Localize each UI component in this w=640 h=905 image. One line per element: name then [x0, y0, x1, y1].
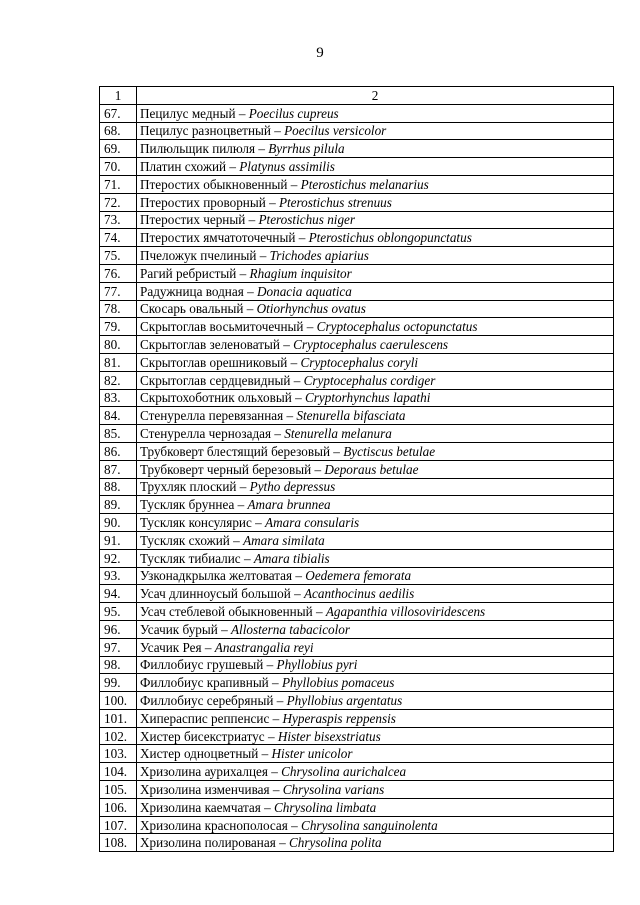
latin-name: Chrysolina sanguinolenta [301, 817, 438, 833]
latin-name: Platynus assimilis [239, 159, 335, 175]
latin-name: Allosterna tabacicolor [230, 621, 351, 637]
table-row [100, 442, 614, 460]
name-separator: – [243, 301, 257, 317]
latin-name: Anastrangalia reyi [214, 639, 314, 655]
name-separator: – [271, 426, 285, 442]
table-row [100, 140, 614, 158]
row-number: 102. [100, 727, 137, 745]
row-number: 87. [100, 460, 137, 478]
russian-name: Радужница водная [140, 283, 244, 299]
species-name-cell [137, 336, 614, 354]
row-number: 68. [100, 122, 137, 140]
row-number: 84. [100, 407, 137, 425]
name-separator: – [279, 337, 294, 353]
latin-name: Hyperaspis reppensis [282, 710, 396, 726]
latin-name: Amara consularis [265, 515, 360, 531]
row-number: 98. [100, 656, 137, 674]
species-name-cell [137, 656, 614, 674]
row-number: 71. [100, 175, 137, 193]
table-row [100, 122, 614, 140]
row-number: 89. [100, 496, 137, 514]
russian-name: Хистер бисекстриатус [140, 728, 265, 744]
row-number: 85. [100, 425, 137, 443]
russian-name: Тускляк бруннеа [140, 497, 235, 513]
table-row [100, 603, 614, 621]
russian-name: Хризолина краснополосая [140, 817, 288, 833]
russian-name: Хистер одноцветный [140, 746, 259, 762]
species-name-cell [137, 442, 614, 460]
name-separator: – [236, 265, 250, 281]
russian-name: Птеростих обыкновенный [140, 176, 288, 192]
species-name-cell [137, 300, 614, 318]
species-name-cell [137, 798, 614, 816]
table-row [100, 336, 614, 354]
russian-name: Трубковерт блестящий березовый [140, 443, 330, 459]
species-name-cell [137, 371, 614, 389]
row-number: 101. [100, 709, 137, 727]
row-number: 78. [100, 300, 137, 318]
latin-name: Stenurella bifasciata [296, 408, 406, 424]
table-body [100, 104, 614, 851]
latin-name: Oedemera femorata [305, 568, 412, 584]
table-row [100, 674, 614, 692]
species-name-cell [137, 620, 614, 638]
russian-name: Рагий ребристый [140, 265, 237, 281]
species-name-cell [137, 638, 614, 656]
table-row [100, 781, 614, 799]
row-number: 73. [100, 211, 137, 229]
name-separator: – [303, 319, 317, 335]
table-row [100, 549, 614, 567]
name-separator: – [260, 799, 275, 815]
name-separator: – [311, 461, 325, 477]
species-name-cell [137, 425, 614, 443]
species-name-cell [137, 585, 614, 603]
table-row [100, 816, 614, 834]
name-separator: – [330, 443, 344, 459]
row-number: 95. [100, 603, 137, 621]
latin-name: Poecilus cupreus [248, 105, 339, 121]
latin-name: Cryptocephalus cordiger [303, 372, 436, 388]
species-name-cell [137, 211, 614, 229]
latin-name: Pterostichus strenuus [278, 194, 392, 210]
table-row [100, 692, 614, 710]
name-separator: – [290, 372, 304, 388]
species-name-cell [137, 353, 614, 371]
latin-name: Donacia aquatica [256, 283, 352, 299]
latin-name: Trichodes apiarius [269, 248, 369, 264]
russian-name: Хризолина полированая [140, 835, 276, 851]
table-row [100, 798, 614, 816]
name-separator: – [256, 248, 270, 264]
latin-name: Hister bisexstriatus [277, 728, 381, 744]
russian-name: Трухляк плоский [140, 479, 237, 495]
name-separator: – [201, 639, 215, 655]
table-row [100, 104, 614, 122]
russian-name: Филлобиус крапивный [140, 675, 269, 691]
name-separator: – [251, 515, 266, 531]
species-name-cell [137, 709, 614, 727]
name-separator: – [263, 657, 277, 673]
russian-name: Пчеложук пчелиный [140, 248, 257, 264]
name-separator: – [236, 479, 250, 495]
row-number: 99. [100, 674, 137, 692]
name-separator: – [258, 746, 272, 762]
table-row [100, 834, 614, 852]
name-separator: – [312, 604, 326, 619]
species-name-cell [137, 496, 614, 514]
latin-name: Deporaus betulae [324, 461, 419, 477]
name-separator: – [273, 692, 287, 708]
name-separator: – [290, 586, 304, 602]
russian-name: Хризолина изменчивая [140, 781, 270, 797]
species-name-cell [137, 674, 614, 692]
row-number: 104. [100, 763, 137, 781]
name-separator: – [287, 354, 301, 370]
species-name-cell [137, 834, 614, 852]
row-number: 67. [100, 104, 137, 122]
species-name-cell [137, 389, 614, 407]
russian-name: Усачик Рея [140, 639, 202, 655]
species-name-cell [137, 175, 614, 193]
row-number: 107. [100, 816, 137, 834]
name-separator: – [269, 710, 283, 726]
latin-name: Agapanthia villosoviridescens [325, 604, 486, 619]
table-row [100, 709, 614, 727]
species-name-cell [137, 158, 614, 176]
name-separator: – [268, 675, 282, 691]
russian-name: Хризолина каемчатая [140, 799, 261, 815]
russian-name: Усач длинноусый большой [140, 586, 291, 602]
latin-name: Chrysolina varians [282, 781, 385, 797]
species-name-cell [137, 816, 614, 834]
latin-name: Hister unicolor [271, 746, 353, 762]
russian-name: Скрытоглав сердцевидный [140, 372, 291, 388]
name-separator: – [240, 550, 254, 566]
column-header-number: 1 [100, 87, 137, 105]
table-row [100, 407, 614, 425]
russian-name: Пецилус медный [140, 105, 236, 121]
table-row [100, 211, 614, 229]
latin-name: Otiorhynchus ovatus [256, 301, 366, 317]
row-number: 75. [100, 247, 137, 265]
latin-name: Pytho depressus [249, 479, 336, 495]
name-separator: – [267, 764, 282, 780]
species-name-cell [137, 531, 614, 549]
table-row [100, 389, 614, 407]
species-name-cell [137, 763, 614, 781]
species-name-cell [137, 318, 614, 336]
latin-name: Byrrhus pilula [268, 141, 345, 157]
row-number: 88. [100, 478, 137, 496]
russian-name: Скрытохоботник ольховый [140, 390, 292, 406]
row-number: 86. [100, 442, 137, 460]
russian-name: Трубковерт черный березовый [140, 461, 312, 477]
latin-name: Phyllobius pomaceus [281, 675, 395, 691]
russian-name: Скрытоглав зеленоватый [140, 337, 280, 353]
row-number: 90. [100, 514, 137, 532]
russian-name: Филлобиус грушевый [140, 657, 264, 673]
russian-name: Узконадкрылка желтоватая [140, 568, 293, 584]
russian-name: Пецилус разноцветный [140, 123, 271, 139]
row-number: 82. [100, 371, 137, 389]
table-row [100, 727, 614, 745]
species-name-cell [137, 692, 614, 710]
latin-name: Rhagium inquisitor [249, 265, 352, 281]
latin-name: Byctiscus betulae [343, 443, 436, 459]
latin-name: Chrysolina aurichalcea [281, 764, 407, 780]
row-number: 93. [100, 567, 137, 585]
table-row [100, 638, 614, 656]
name-separator: – [295, 230, 309, 246]
table-row [100, 514, 614, 532]
species-name-cell [137, 247, 614, 265]
name-separator: – [229, 532, 244, 548]
species-name-cell [137, 460, 614, 478]
row-number: 70. [100, 158, 137, 176]
russian-name: Птеростих черный [140, 212, 246, 228]
species-name-cell [137, 514, 614, 532]
latin-name: Pterostichus melanarius [300, 176, 429, 192]
table-row [100, 229, 614, 247]
table-row [100, 175, 614, 193]
russian-name: Пилюльщик пилюля [140, 141, 256, 157]
table-row [100, 282, 614, 300]
row-number: 81. [100, 353, 137, 371]
row-number: 103. [100, 745, 137, 763]
russian-name: Стенурелла чернозадая [140, 426, 272, 442]
name-separator: – [291, 390, 305, 406]
table-row [100, 460, 614, 478]
russian-name: Филлобиус серебряный [140, 692, 274, 708]
latin-name: Poecilus versicolor [284, 123, 387, 139]
species-name-cell [137, 282, 614, 300]
species-name-cell [137, 229, 614, 247]
row-number: 72. [100, 193, 137, 211]
russian-name: Хипераспис‌ реппенсис [140, 710, 270, 726]
species-name-cell [137, 781, 614, 799]
table-row [100, 193, 614, 211]
page-number: 9 [316, 45, 324, 61]
species-name-cell [137, 549, 614, 567]
latin-name: Acanthocinus aedilis [303, 586, 415, 602]
latin-name: Cryptorhynchus lapathi [304, 390, 431, 406]
row-number: 77. [100, 282, 137, 300]
species-table [99, 86, 614, 852]
latin-name: Amara similata [243, 532, 325, 548]
species-name-cell [137, 745, 614, 763]
latin-name: Chrysolina polita [288, 835, 382, 851]
table-row [100, 763, 614, 781]
latin-name: Amara tibialis [253, 550, 330, 566]
russian-name: Тускляк тибиалис [140, 550, 241, 566]
russian-name: Скосарь овальный [140, 301, 244, 317]
row-number: 108. [100, 834, 137, 852]
table-row [100, 353, 614, 371]
name-separator: – [235, 105, 249, 121]
name-separator: – [275, 835, 289, 851]
name-separator: – [255, 141, 269, 157]
row-number: 91. [100, 531, 137, 549]
latin-name: Cryptocephalus caerulescens [293, 337, 449, 353]
name-separator: – [243, 283, 257, 299]
russian-name: Усачик бурый [140, 621, 218, 637]
row-number: 100. [100, 692, 137, 710]
row-number: 74. [100, 229, 137, 247]
table-row [100, 318, 614, 336]
russian-name: Тускляк консулярис [140, 515, 252, 531]
russian-name: Скрытоглав восьмиточечный [140, 319, 304, 335]
species-name-cell [137, 122, 614, 140]
table-row [100, 300, 614, 318]
name-separator: – [287, 176, 301, 192]
row-number: 79. [100, 318, 137, 336]
row-number: 92. [100, 549, 137, 567]
name-separator: – [283, 408, 297, 424]
species-name-cell [137, 264, 614, 282]
latin-name: Amara brunnea [247, 497, 331, 513]
table-row [100, 496, 614, 514]
name-separator: – [234, 497, 248, 513]
table-row [100, 745, 614, 763]
species-name-cell [137, 407, 614, 425]
row-number: 76. [100, 264, 137, 282]
row-number: 80. [100, 336, 137, 354]
name-separator: – [269, 781, 283, 797]
table-row [100, 478, 614, 496]
russian-name: Хризолина аурихалцея [140, 764, 268, 780]
name-separator: – [265, 194, 279, 210]
latin-name: Pterostichus oblongopunctatus [308, 230, 472, 246]
name-separator: – [270, 123, 285, 139]
species-name-cell [137, 193, 614, 211]
table-row [100, 264, 614, 282]
species-name-cell [137, 727, 614, 745]
table-row [100, 371, 614, 389]
row-number: 83. [100, 389, 137, 407]
name-separator: – [264, 728, 278, 744]
column-header-name: 2 [137, 87, 614, 105]
species-name-cell [137, 104, 614, 122]
russian-name: Птеростих ямчатоточечный [140, 230, 296, 246]
row-number: 97. [100, 638, 137, 656]
species-name-cell [137, 140, 614, 158]
table-row [100, 585, 614, 603]
table-row [100, 158, 614, 176]
latin-name: Cryptocephalus octopunctatus [316, 319, 478, 335]
table-row [100, 425, 614, 443]
species-name-cell [137, 567, 614, 585]
russian-name: Платин схожий [140, 159, 227, 175]
row-number: 105. [100, 781, 137, 799]
name-separator: – [217, 621, 231, 637]
row-number: 69. [100, 140, 137, 158]
name-separator: – [292, 568, 306, 584]
name-separator: – [245, 212, 259, 228]
table-row [100, 620, 614, 638]
row-number: 94. [100, 585, 137, 603]
name-separator: – [226, 159, 240, 175]
latin-name: Phyllobius argentatus [286, 692, 403, 708]
russian-name: Птеростих проворный [140, 194, 266, 210]
species-name-cell [137, 603, 614, 621]
latin-name: Stenurella melanura [284, 426, 392, 442]
russian-name: Усач стеблевой обыкновенный [140, 604, 313, 619]
table-row [100, 656, 614, 674]
latin-name: Phyllobius pyri [276, 657, 358, 673]
row-number: 106. [100, 798, 137, 816]
latin-name: Cryptocephalus coryli [300, 354, 419, 370]
russian-name: Скрытоглав орешниковый [140, 354, 288, 370]
table-row [100, 247, 614, 265]
species-name-cell [137, 478, 614, 496]
table-header-row [100, 87, 614, 105]
table-row [100, 531, 614, 549]
latin-name: Pterostichus niger [258, 212, 356, 228]
russian-name: Стенурелла перевязанная [140, 408, 284, 424]
table-row [100, 567, 614, 585]
latin-name: Chrysolina limbata [274, 799, 377, 815]
russian-name: Тускляк схожий [140, 532, 230, 548]
row-number: 96. [100, 620, 137, 638]
name-separator: – [287, 817, 302, 833]
